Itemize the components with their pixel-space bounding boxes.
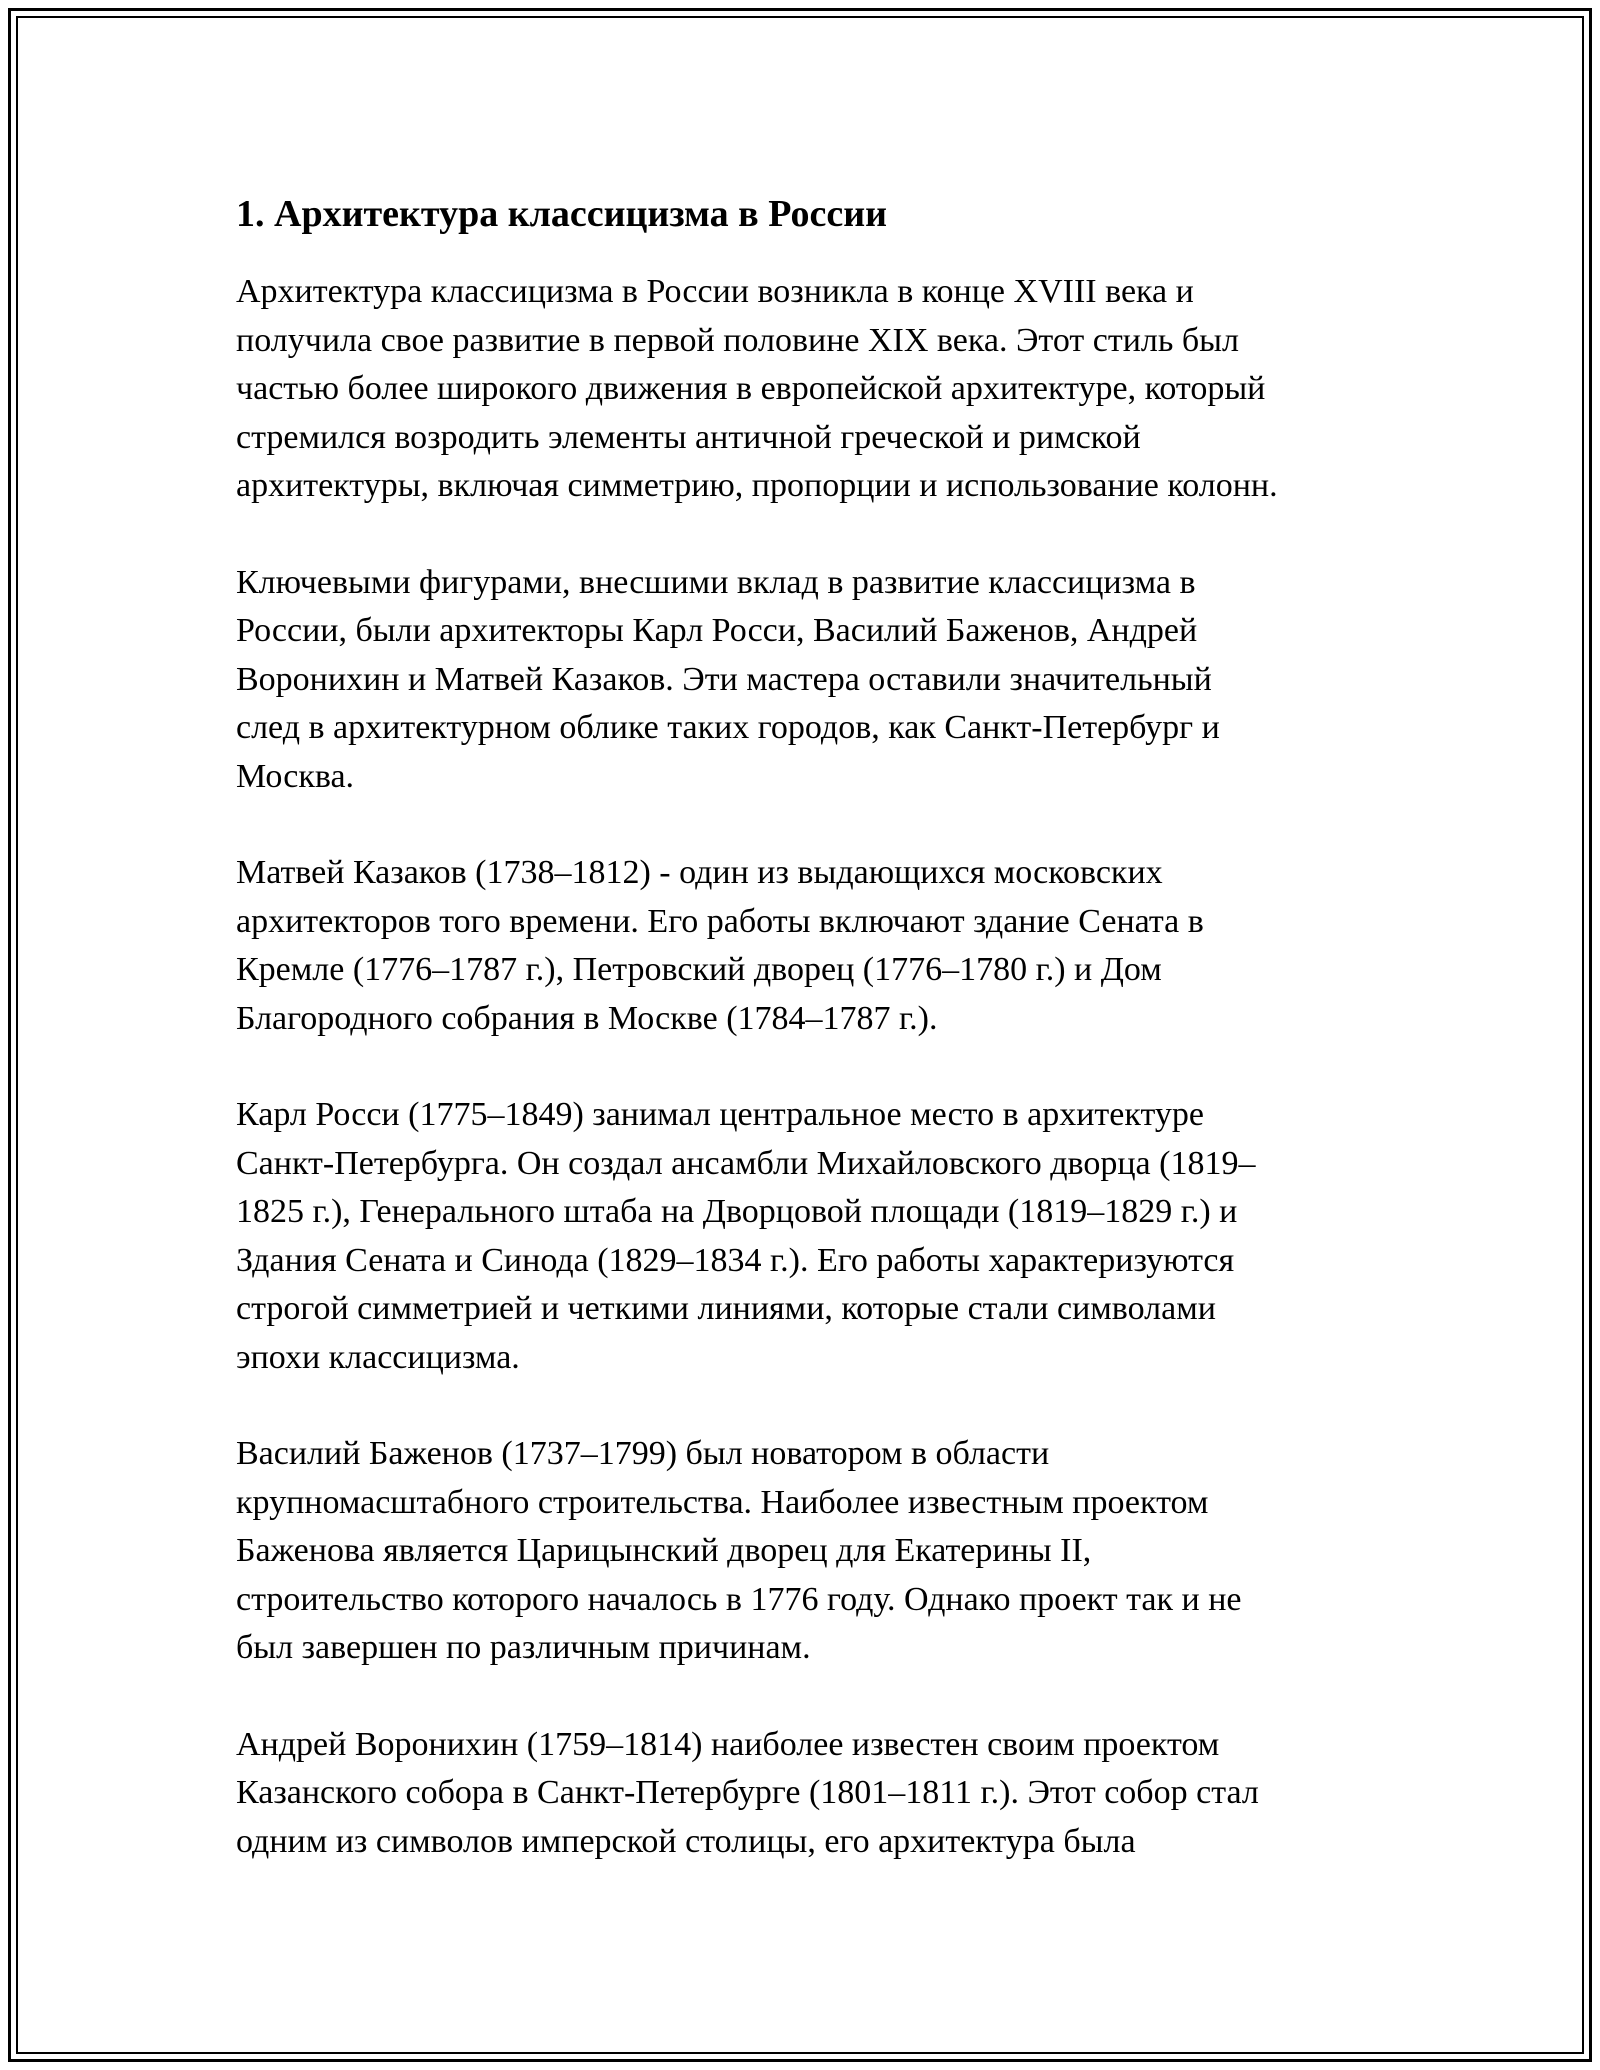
paragraph-voronikhin: Андрей Воронихин (1759–1814) наиболее известен своим проектом Казанского собора в Санкт-Петербурге (1801–1811 г.). Этот собор стал одним из символов имперской столицы, его архитектура была xyxy=(236,1725,1259,1860)
paragraph-bazhenov: Василий Баженов (1737–1799) был новатором в области крупномасштабного строительства. Наиболее известным проектом Баженова является Царицынский дворец для Екатерины II, строительство которого началось в 1776 году. Однако проект так и не был завершен по различным причинам. xyxy=(236,1435,1242,1666)
paragraph-key-figures: Ключевыми фигурами, внесшими вклад в развитие классицизма в России, были архитекторы Карл Росси, Василий Баженов, Андрей Воронихин и Матвей Казаков. Эти мастера оставили значительный след в архитектурном облике таких городов, как Санкт-Петербург и Москва. xyxy=(236,563,1220,795)
paragraph-rossi: Карл Росси (1775–1849) занимал центральное место в архитектуре Санкт-Петербурга. Он создал ансамбли Михайловского дворца (1819– 1825 г.), Генерального штаба на Дворцовой площади (1819–1829 г.) и Здания Сената и Синода (1829–1834 г.). Его работы характеризуются строгой симметрией и четкими линиями, которые стали символами эпохи классицизма. xyxy=(236,1096,1256,1376)
document-body xyxy=(236,186,1386,1914)
paragraph-intro: Архитектура классицизма в России возникла в конце XVIII века и получила свое развитие в первой половине XIX века. Этот стиль был частью более широкого движения в европейской архитектуре, который стремился возродить элементы античной греческой и римской архитектуры, включая симметрию, пропорции и использование колонн. xyxy=(236,273,1278,504)
paragraph-kazakov: Матвей Казаков (1738–1812) - один из выдающихся московских архитекторов того времени. Его работы включают здание Сената в Кремле (1776–1787 г.), Петровский дворец (1776–1780 г.) и Дом Благородного собрания в Москве (1784–1787 г.). xyxy=(236,854,1204,1037)
section-heading: 1. Архитектура классицизма в России xyxy=(236,193,887,235)
